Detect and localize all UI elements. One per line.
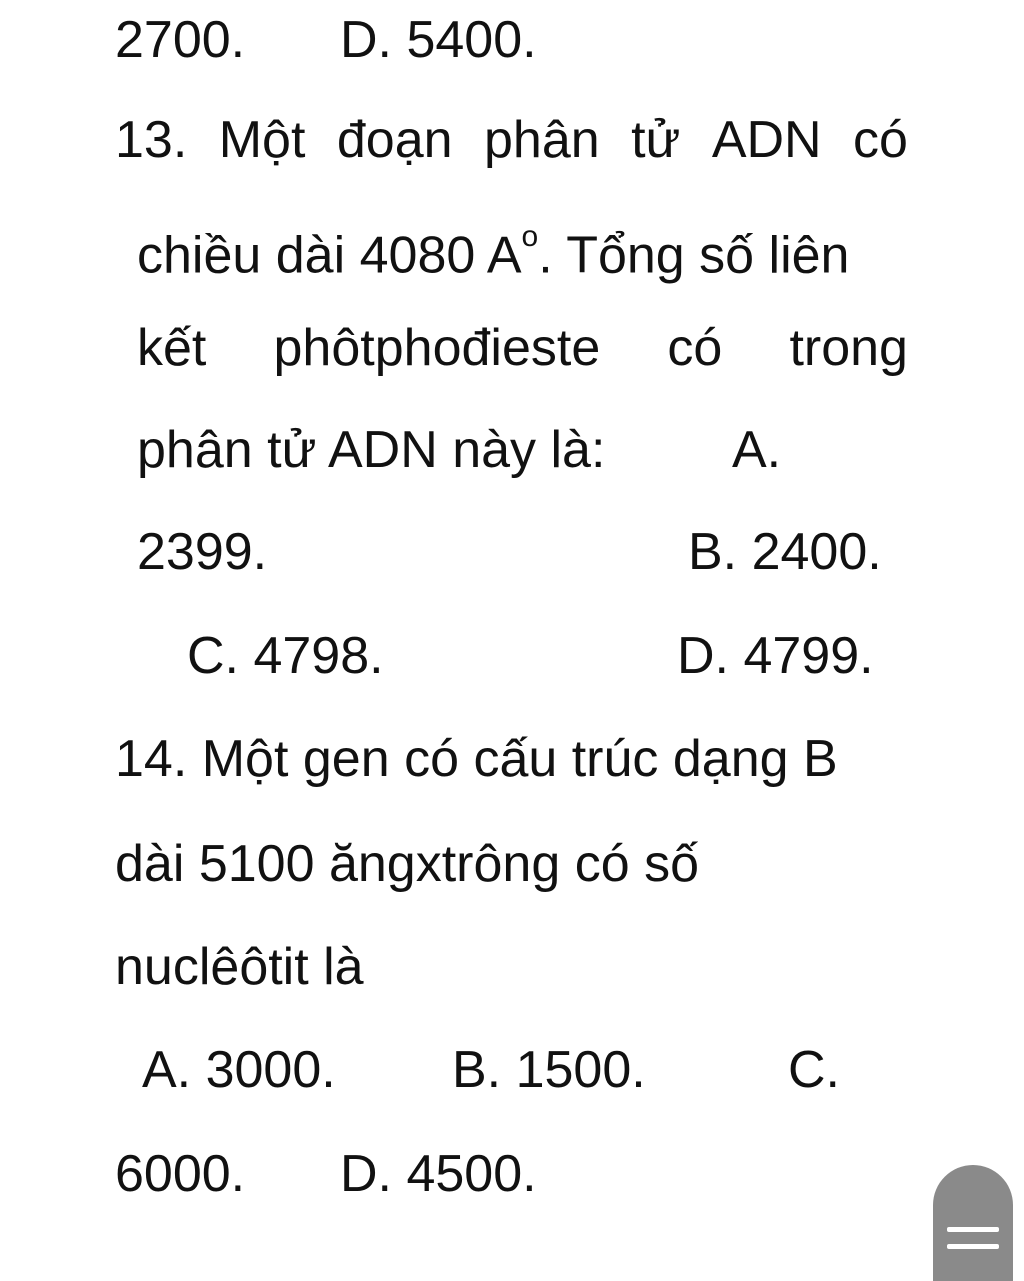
q13-option-c: C. 4798. [187,627,384,685]
q14-line-1: 14. Một gen có cấu trúc dạng B [115,730,838,788]
q13-word: đoạn [336,111,453,169]
q13-word: ADN [711,111,822,169]
q13-line-3 [137,318,908,378]
q14-line-2: dài 5100 ăngxtrông có số [115,835,699,893]
q13-word: trong [789,319,908,377]
q14-option-d: D. 4500. [340,1145,537,1203]
q14-option-c-value: 6000. [115,1145,246,1203]
q14-option-b: B. 1500. [452,1041,646,1099]
q14-option-a: A. 3000. [142,1041,336,1099]
q13-option-d: D. 4799. [677,627,874,685]
q13-line-4-text: phân tử ADN này là: [137,421,606,479]
q13-option-a-value: 2399. [137,523,268,581]
q13-option-b: B. 2400. [688,523,882,581]
q13-line-2-text [137,215,849,285]
q14-line-3: nuclêôtit là [115,938,364,996]
scroll-handle-button[interactable] [933,1165,1013,1281]
q13-word: phân [483,111,600,169]
q13-line-1 [115,110,908,170]
prev-question-value: 2700. [115,11,246,69]
prev-question-option-d: D. 5400. [340,11,537,69]
q14-option-c-label: C. [788,1041,840,1099]
q13-word: Một [218,111,306,169]
q13-word: 13. [115,111,188,169]
q13-word: phôtphođieste [273,319,601,377]
q13-option-a-label: A. [732,421,782,479]
q13-word: có [667,319,723,377]
q13-line-2-pre: chiều dài 4080 A [137,226,522,285]
q13-word: có [853,111,908,169]
q13-line-2-post: . Tổng số liên [538,226,850,285]
angstrom-sup: o [521,220,539,253]
q13-word: tử [631,111,681,169]
q13-word: kết [137,319,207,377]
q13-line-2 [137,215,908,285]
